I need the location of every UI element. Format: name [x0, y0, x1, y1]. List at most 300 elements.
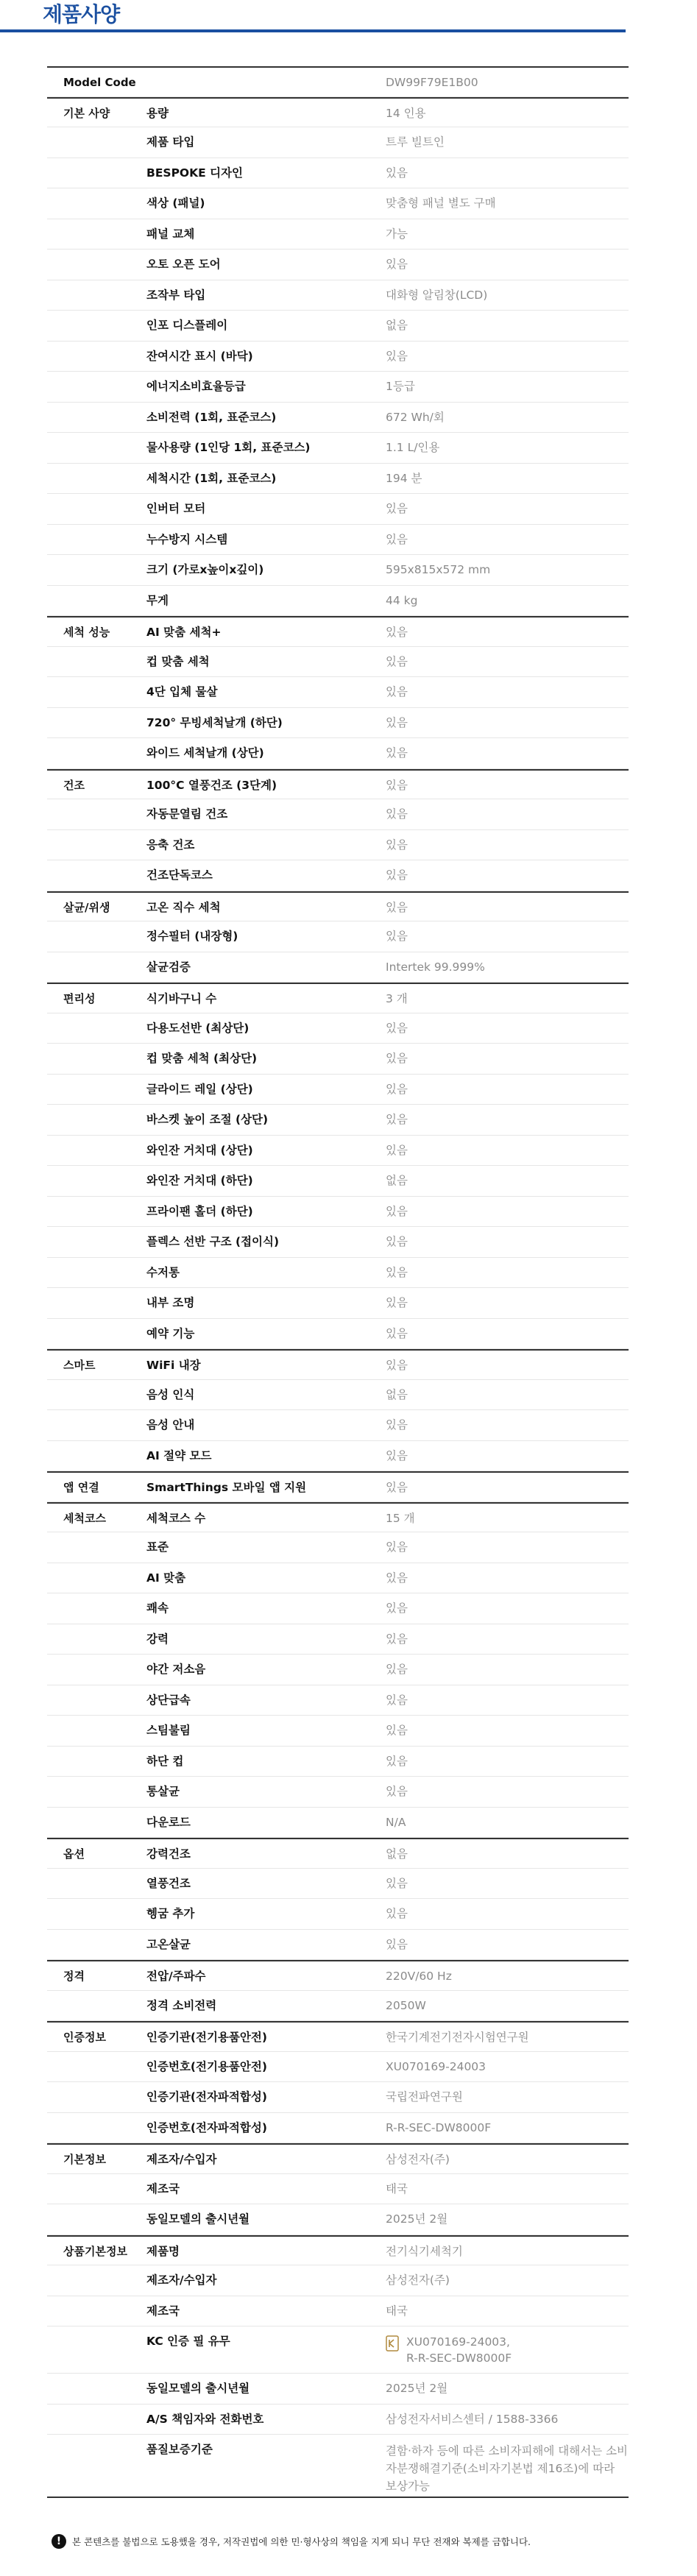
spec-row: [47, 250, 629, 280]
category-label: [47, 2405, 146, 2435]
spec-label: 세척시간 (1회, 표준코스): [146, 471, 277, 485]
spec-row: [47, 2235, 629, 2266]
category-label: [47, 586, 146, 616]
category-label: [47, 311, 146, 341]
category-label: [47, 188, 146, 219]
spec-value: 있음: [386, 715, 408, 729]
spec-row: [47, 952, 629, 983]
spec-label: 살균검증: [146, 960, 191, 974]
spec-row: [47, 647, 629, 678]
spec-value: 있음: [386, 930, 408, 943]
spec-row: [47, 1471, 629, 1502]
category-label: 기본정보: [63, 2153, 106, 2166]
category-label: [47, 1716, 146, 1746]
spec-label: 와인잔 거치대 (상단): [146, 1143, 253, 1157]
spec-label: 식기바구니 수: [146, 992, 217, 1005]
spec-label: 물사용량 (1인당 1회, 표준코스): [146, 441, 311, 454]
spec-row: [47, 1166, 629, 1197]
spec-label: 조작부 타입: [146, 288, 206, 302]
spec-label: 오토 오픈 도어: [146, 258, 221, 271]
category-label: [47, 1563, 146, 1593]
spec-label: 통살균: [146, 1785, 180, 1798]
spec-label: 제조국: [146, 2304, 180, 2318]
spec-value: 트루 빌트인: [386, 135, 445, 149]
spec-label: 강력: [146, 1632, 169, 1646]
spec-label: 인증번호(전기용품안전): [146, 2059, 267, 2073]
spec-label: 제조자/수입자: [146, 2153, 217, 2166]
category-label: [47, 2174, 146, 2204]
spec-value: 있음: [386, 1693, 408, 1707]
model-code-value: DW99F79E1B00: [386, 76, 478, 89]
spec-value: 있음: [386, 807, 408, 821]
spec-row: [47, 1502, 629, 1533]
category-label: [47, 525, 146, 555]
spec-value: 194 분: [386, 471, 422, 485]
category-label: [47, 1044, 146, 1074]
spec-value: 672 Wh/회: [386, 410, 445, 424]
spec-row: [47, 2113, 629, 2144]
spec-row: [47, 1899, 629, 1930]
category-label: [47, 1655, 146, 1685]
spec-label: 누수방지 시스템: [146, 532, 228, 546]
category-label: [47, 2374, 146, 2404]
spec-value: 있음: [386, 1204, 408, 1218]
category-label: [47, 1685, 146, 1716]
spec-value: 3 개: [386, 992, 408, 1005]
spec-value: 있음: [386, 868, 408, 882]
category-label: [47, 2326, 146, 2373]
spec-label: 인증기관(전자파적합성): [146, 2090, 267, 2103]
spec-label: 플렉스 선반 구조 (접이식): [146, 1235, 280, 1248]
spec-label: 패널 교체: [146, 227, 195, 241]
spec-row: [47, 2374, 629, 2405]
spec-label: 동일모델의 출시년월: [146, 2212, 250, 2226]
spec-label: 수저통: [146, 1265, 180, 1279]
spec-label: 제품명: [146, 2244, 180, 2258]
spec-row: [47, 1930, 629, 1961]
spec-label: 제조국: [146, 2182, 180, 2195]
spec-value: 있음: [386, 1571, 408, 1585]
spec-label: 컵 맞춤 세척 (최상단): [146, 1052, 258, 1065]
spec-label: 응축 건조: [146, 838, 195, 852]
spec-value: 있음: [386, 166, 408, 180]
spec-value: 있음: [386, 1663, 408, 1676]
category-label: [47, 1441, 146, 1471]
spec-row: [47, 860, 629, 891]
spec-row: [47, 2021, 629, 2052]
kc-value-line1: XU070169-24003,: [406, 2335, 510, 2349]
category-label: 세척코스: [63, 1511, 106, 1525]
spec-row: [47, 2405, 629, 2435]
spec-value: 있음: [386, 746, 408, 760]
spec-row: [47, 1808, 629, 1839]
category-label: [47, 555, 146, 585]
spec-value: XU070169-24003: [386, 2059, 487, 2073]
spec-value: 15 개: [386, 1511, 415, 1525]
spec-label: 강력건조: [146, 1847, 191, 1861]
category-label: [47, 2296, 146, 2326]
category-label: [47, 1013, 146, 1044]
spec-label: 바스켓 높이 조절 (상단): [146, 1113, 269, 1126]
category-label: 옵션: [63, 1847, 85, 1861]
spec-value: 1등급: [386, 380, 415, 393]
spec-value: 있음: [386, 900, 408, 914]
spec-row: [47, 1593, 629, 1624]
spec-row: [47, 1777, 629, 1808]
category-label: [47, 1899, 146, 1929]
spec-value: 있음: [386, 1326, 408, 1340]
spec-row: [47, 616, 629, 647]
page-title: 제품사양: [43, 2, 120, 26]
spec-label: 다운로드: [146, 1815, 191, 1829]
spec-label: 하단 컵: [146, 1754, 184, 1768]
spec-value: 있음: [386, 1540, 408, 1554]
spec-label: 인버터 모터: [146, 502, 206, 515]
spec-value: N/A: [386, 1815, 406, 1829]
spec-row: [47, 2143, 629, 2174]
spec-value: 대화형 알림창(LCD): [386, 288, 488, 302]
spec-value: 국립전파연구원: [386, 2090, 463, 2103]
spec-value: 있음: [386, 1937, 408, 1951]
category-label: 상품기본정보: [63, 2244, 127, 2258]
spec-row: [47, 1044, 629, 1075]
category-label: [47, 738, 146, 768]
spec-row: [47, 464, 629, 495]
spec-label: 스팀불림: [146, 1724, 191, 1737]
spec-value: 있음: [386, 1296, 408, 1309]
category-label: 앱 연결: [63, 1481, 99, 1494]
spec-row: [47, 1685, 629, 1716]
spec-row: [47, 1716, 629, 1747]
category-label: [47, 2113, 146, 2143]
category-label: [47, 1777, 146, 1807]
spec-row: [47, 1838, 629, 1869]
spec-label: 자동문열림 건조: [146, 807, 228, 821]
spec-row: [47, 1258, 629, 1289]
spec-label: 정격 소비전력: [146, 1998, 217, 2012]
spec-label: 건조단독코스: [146, 868, 213, 882]
spec-value: 있음: [386, 1602, 408, 1615]
spec-value: 있음: [386, 1448, 408, 1462]
category-label: [47, 342, 146, 372]
spec-label: AI 맞춤 세척+: [146, 626, 222, 639]
notice-text: 본 콘텐츠를 불법으로 도용했을 경우, 저작권법에 의한 민·형사상의 책임을 지게 되니 무단 전재와 복제를 금합니다.: [72, 2536, 531, 2547]
spec-row: [47, 2052, 629, 2083]
spec-value: 있음: [386, 1724, 408, 1737]
spec-value: 있음: [386, 1021, 408, 1035]
spec-label: 헹굼 추가: [146, 1907, 195, 1920]
spec-row: [47, 158, 629, 189]
category-label: 인증정보: [63, 2031, 106, 2044]
spec-label: 열풍건조: [146, 1876, 191, 1890]
spec-row: [47, 1013, 629, 1044]
category-label: [47, 1105, 146, 1135]
spec-row: [47, 311, 629, 342]
spec-value: 없음: [386, 319, 408, 332]
spec-label: 글라이드 레일 (상단): [146, 1082, 253, 1096]
spec-label: 에너지소비효율등급: [146, 380, 246, 393]
spec-value: R-R-SEC-DW8000F: [386, 2120, 492, 2134]
spec-label: 무게: [146, 593, 169, 607]
spec-label: AI 맞춤: [146, 1571, 186, 1585]
spec-row: [47, 555, 629, 586]
spec-value: 결함·하자 등에 따른 소비자피해에 대해서는 소비자분쟁해결기준(소비자기본법 제16조)에 따라 보상가능: [386, 2444, 629, 2493]
spec-label: 프라이팬 홀더 (하단): [146, 1204, 253, 1218]
category-label: [47, 860, 146, 891]
category-label: [47, 647, 146, 677]
category-label: 기본 사양: [63, 106, 110, 120]
spec-value: 있음: [386, 258, 408, 271]
spec-value: 있음: [386, 532, 408, 546]
spec-label: 100°C 열풍건조 (3단계): [146, 778, 277, 792]
category-label: [47, 1319, 146, 1349]
spec-row: [47, 1197, 629, 1228]
category-label: [47, 1227, 146, 1257]
spec-label: 컵 맞춤 세척: [146, 654, 210, 668]
spec-row: [47, 403, 629, 434]
spec-value: 있음: [386, 1265, 408, 1279]
spec-row: [47, 342, 629, 372]
spec-value: 있음: [386, 1418, 408, 1432]
spec-row: [47, 1991, 629, 2022]
spec-row: [47, 97, 629, 128]
spec-row: [47, 1655, 629, 1685]
spec-label: 표준: [146, 1540, 169, 1554]
category-label: [47, 1593, 146, 1624]
category-label: [47, 1136, 146, 1166]
spec-value: 2025년 2월: [386, 2212, 448, 2226]
category-label: [47, 677, 146, 707]
category-label: [47, 1410, 146, 1440]
spec-row: [47, 891, 629, 922]
spec-value: 있음: [386, 1632, 408, 1646]
spec-value: 있음: [386, 1481, 408, 1494]
category-label: [47, 219, 146, 250]
spec-value: 한국기계전기전자시험연구원: [386, 2031, 529, 2044]
spec-value: 삼성전자(주): [386, 2274, 450, 2287]
spec-label: 색상 (패널): [146, 197, 205, 210]
category-label: [47, 2082, 146, 2112]
spec-value: 있음: [386, 1235, 408, 1248]
spec-value: 전기식기세척기: [386, 2244, 463, 2258]
category-label: 편리성: [63, 992, 96, 1005]
spec-value: 있음: [386, 1082, 408, 1096]
spec-value: Intertek 99.999%: [386, 960, 485, 974]
spec-row: [47, 1349, 629, 1380]
spec-value: 14 인용: [386, 106, 426, 120]
category-label: [47, 1808, 146, 1838]
spec-value: 44 kg: [386, 593, 418, 607]
spec-row: [47, 983, 629, 1013]
spec-value: 595x815x572 mm: [386, 563, 491, 576]
category-label: [47, 1075, 146, 1105]
spec-row: [47, 1227, 629, 1258]
spec-value: 2050W: [386, 1998, 426, 2012]
spec-label: 고온 직수 세척: [146, 900, 221, 914]
spec-row: [47, 586, 629, 617]
spec-value: 1.1 L/인용: [386, 441, 440, 454]
spec-value: 없음: [386, 1387, 408, 1401]
category-label: [47, 464, 146, 494]
spec-row: [47, 372, 629, 403]
model-code-row: [47, 66, 629, 97]
spec-table: [47, 66, 629, 2498]
spec-label: A/S 책임자와 전화번호: [146, 2412, 264, 2426]
spec-label: 크기 (가로x높이x깊이): [146, 563, 264, 576]
spec-value: 있음: [386, 626, 408, 639]
spec-label: 다용도선반 (최상단): [146, 1021, 250, 1035]
spec-label: 정수필터 (내장형): [146, 930, 238, 943]
spec-row: [47, 1441, 629, 1472]
spec-label: 전압/주파수: [146, 1970, 206, 1983]
spec-value: 있음: [386, 1754, 408, 1768]
category-label: [47, 1930, 146, 1960]
title-underline: [0, 29, 626, 32]
spec-value: 있음: [386, 778, 408, 792]
spec-label: SmartThings 모바일 앱 지원: [146, 1481, 307, 1494]
spec-value: 태국: [386, 2304, 408, 2318]
spec-label: 품질보증기준: [146, 2443, 213, 2456]
spec-value: 있음: [386, 1113, 408, 1126]
spec-row: [47, 1563, 629, 1594]
spec-row: [47, 2326, 629, 2374]
spec-label: 용량: [146, 106, 169, 120]
category-label: [47, 127, 146, 158]
spec-label: 야간 저소음: [146, 1663, 206, 1676]
spec-row: [47, 799, 629, 830]
spec-label: 인증기관(전기용품안전): [146, 2031, 267, 2044]
spec-label: 와이드 세척날개 (상단): [146, 746, 264, 760]
category-label: [47, 250, 146, 280]
category-label: [47, 1258, 146, 1288]
spec-label: 제조자/수입자: [146, 2274, 217, 2287]
spec-label: 고온살균: [146, 1937, 191, 1951]
spec-label: 인포 디스플레이: [146, 319, 228, 332]
spec-row: [47, 1288, 629, 1319]
spec-label: WiFi 내장: [146, 1359, 201, 1372]
spec-row: [47, 708, 629, 739]
spec-row: [47, 1380, 629, 1411]
spec-row: [47, 280, 629, 311]
spec-label: 4단 입체 물살: [146, 685, 218, 698]
warning-icon: !: [52, 2534, 66, 2549]
category-label: [47, 2265, 146, 2296]
kc-value-line2: R-R-SEC-DW8000F: [406, 2352, 512, 2365]
category-label: [47, 830, 146, 860]
category-label: 스마트: [63, 1359, 96, 1372]
category-label: [47, 1624, 146, 1655]
spec-row: [47, 525, 629, 556]
spec-label: KC 인증 필 유무: [146, 2335, 230, 2348]
spec-value: 220V/60 Hz: [386, 1970, 452, 1983]
category-label: [47, 1288, 146, 1318]
spec-value: 삼성전자(주): [386, 2153, 450, 2166]
title-bar: [0, 0, 697, 34]
spec-value: 있음: [386, 654, 408, 668]
spec-label: BESPOKE 디자인: [146, 166, 244, 180]
spec-value: 있음: [386, 349, 408, 363]
spec-row: [47, 1869, 629, 1900]
spec-row: [47, 1410, 629, 1441]
category-label: [47, 1747, 146, 1777]
spec-value: 있음: [386, 1143, 408, 1157]
spec-label: 와인잔 거치대 (하단): [146, 1174, 253, 1187]
model-code-label: Model Code: [63, 76, 136, 89]
spec-label: 예약 기능: [146, 1326, 195, 1340]
spec-value: 가능: [386, 227, 408, 241]
category-label: 건조: [63, 778, 85, 792]
spec-label: 동일모델의 출시년월: [146, 2382, 250, 2395]
spec-value: [386, 2326, 629, 2373]
spec-label: 720° 무빙세척날개 (하단): [146, 715, 283, 729]
spec-label: 세척코스 수: [146, 1511, 206, 1525]
spec-label: 음성 안내: [146, 1418, 195, 1432]
spec-value: 없음: [386, 1847, 408, 1861]
spec-row: [47, 769, 629, 800]
category-label: [47, 1197, 146, 1227]
category-label: [47, 952, 146, 983]
category-label: [47, 403, 146, 433]
spec-row: [47, 1075, 629, 1105]
spec-label: 쾌속: [146, 1602, 169, 1615]
category-label: [47, 799, 146, 829]
spec-row: [47, 830, 629, 861]
spec-row: [47, 1319, 629, 1350]
spec-row: [47, 2174, 629, 2205]
spec-value: 있음: [386, 1052, 408, 1065]
category-label: 정격: [63, 1970, 85, 1983]
category-label: [47, 433, 146, 463]
spec-row: [47, 188, 629, 219]
category-label: [47, 158, 146, 188]
spec-value: 있음: [386, 502, 408, 515]
spec-row: [47, 921, 629, 952]
category-label: [47, 372, 146, 402]
category-label: [47, 2204, 146, 2234]
spec-row: [47, 1624, 629, 1655]
spec-row: [47, 1105, 629, 1136]
category-label: [47, 1380, 146, 1410]
spec-row: [47, 738, 629, 769]
kc-mark-icon: [386, 2335, 399, 2352]
category-label: [47, 1166, 146, 1196]
copyright-notice: [52, 2534, 531, 2549]
spec-row: [47, 219, 629, 250]
spec-label: 잔여시간 표시 (바닥): [146, 349, 253, 363]
spec-row: [47, 1136, 629, 1167]
spec-row: [47, 2296, 629, 2327]
spec-row: [47, 494, 629, 525]
spec-row: [47, 1960, 629, 1991]
spec-row: [47, 1532, 629, 1563]
spec-label: 상단급속: [146, 1693, 191, 1707]
category-label: 세척 성능: [63, 626, 110, 639]
spec-row: [47, 127, 629, 158]
spec-row: [47, 2082, 629, 2113]
spec-label: 음성 인식: [146, 1387, 195, 1401]
spec-value: 있음: [386, 1785, 408, 1798]
category-label: [47, 494, 146, 524]
spec-value: 있음: [386, 685, 408, 698]
spec-row: [47, 2435, 629, 2498]
spec-value: 태국: [386, 2182, 408, 2195]
category-label: [47, 280, 146, 311]
spec-label: AI 절약 모드: [146, 1448, 212, 1462]
spec-row: [47, 1747, 629, 1777]
spec-value: 있음: [386, 1907, 408, 1920]
category-label: 살균/위생: [63, 900, 110, 914]
category-label: [47, 2435, 146, 2497]
